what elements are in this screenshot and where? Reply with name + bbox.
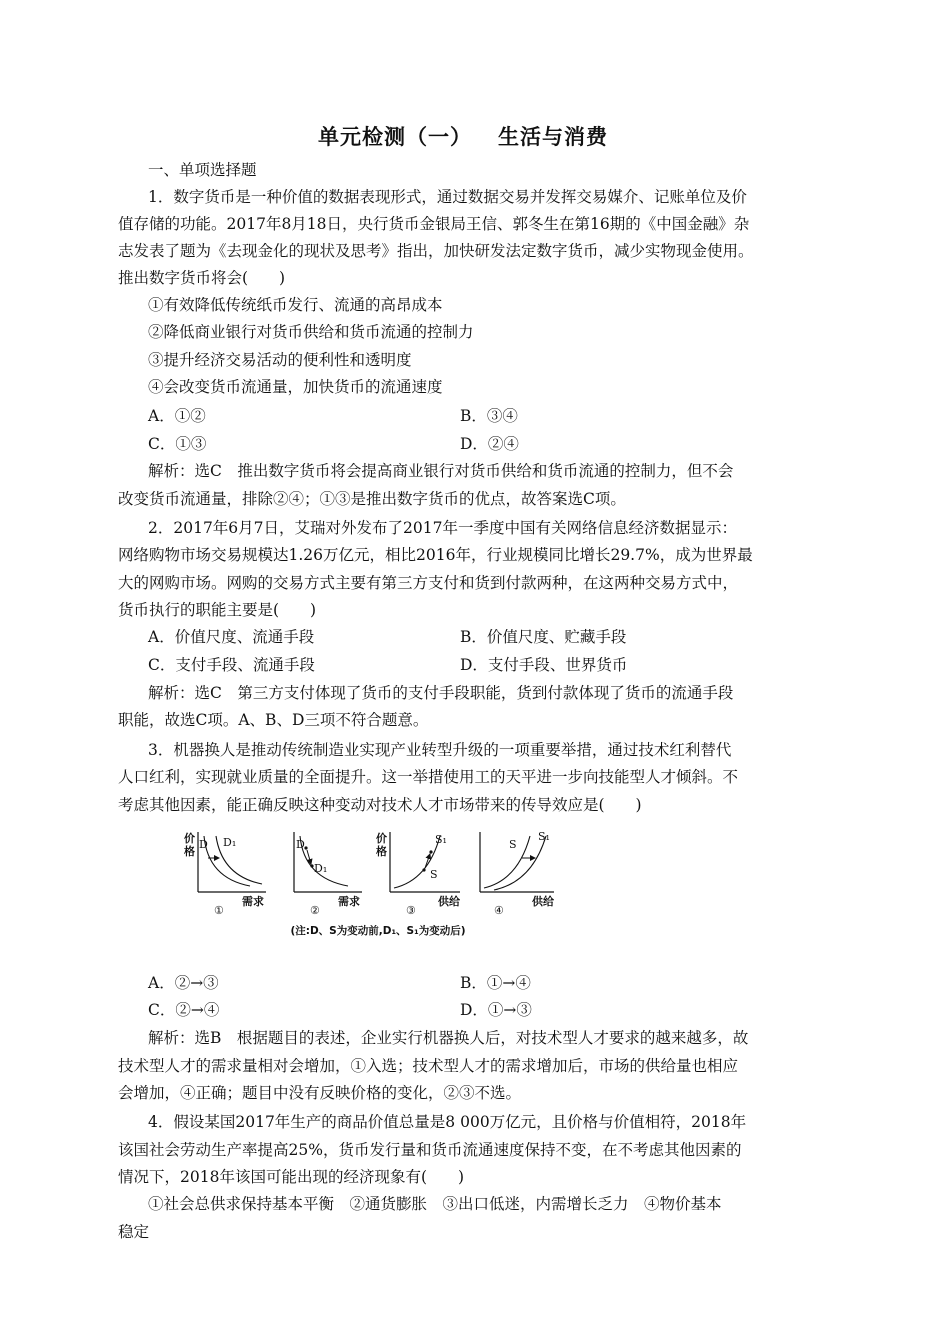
point — [429, 850, 432, 853]
curve-d — [300, 836, 348, 886]
q1-analysis-line: 解析：选C 推出数字货币将会提高商业银行对货币供给和货币流通的控制力，但不会 — [148, 462, 734, 480]
y-axis-label-top: 价 — [184, 832, 195, 845]
panel-number: ③ — [406, 904, 416, 917]
q2-option-c: C．支付手段、流通手段 — [148, 656, 315, 674]
q2-option-a: A．价值尺度、流通手段 — [148, 628, 315, 646]
q4-items-line: 稳定 — [118, 1223, 150, 1241]
q1-item: ③提升经济交易活动的便利性和透明度 — [148, 351, 412, 369]
section-heading: 一、单项选择题 — [148, 161, 257, 179]
q1-item: ②降低商业银行对货币供给和货币流通的控制力 — [148, 323, 474, 341]
curve-a-label: S — [509, 838, 517, 851]
q1-item: ④会改变货币流通量，加快货币的流通速度 — [148, 378, 443, 396]
x-axis-label: 需求 — [242, 895, 264, 908]
q3-option-d: D．①→③ — [460, 1001, 532, 1019]
x-axis-label: 需求 — [338, 895, 360, 908]
q1-option-b: B．③④ — [460, 407, 518, 425]
q2-analysis-line: 职能，故选C项。A、B、D三项不符合题意。 — [118, 711, 429, 729]
q1-option-d: D．②④ — [460, 435, 519, 453]
q3-analysis-line: 会增加，④正确；题目中没有反映价格的变化，②③不选。 — [118, 1084, 522, 1102]
q3-analysis-line: 技术型人才的需求量相对会增加，①入选；技术型人才的需求增加后，市场的供给量也相应 — [118, 1057, 739, 1075]
q3-analysis-line: 解析：选B 根据题目的表述，企业实行机器换人后，对技术型人才要求的越来越多，故 — [148, 1029, 749, 1047]
y-axis-label-bottom: 格 — [184, 845, 195, 858]
q3-option-a: A．②→③ — [148, 974, 219, 992]
q4-stem-line: 该国社会劳动生产率提高25%，货币发行量和货币流通速度保持不变，在不考虑其他因素的 — [118, 1141, 742, 1159]
curve-b-label: D₁ — [314, 862, 328, 875]
figure-note: (注:D、S为变动前,D₁、S₁为变动后) — [290, 925, 466, 937]
q3-stem-line: 人口红利，实现就业质量的全面提升。这一举措使用工的天平进一步向技能型人才倾斜。不 — [118, 768, 739, 786]
y-axis-label-top: 价 — [376, 832, 387, 845]
panel-1 — [184, 831, 266, 917]
panel-4 — [480, 830, 554, 917]
curve-a-label: D — [199, 838, 208, 851]
title-main: 单元检测（一） — [318, 125, 472, 149]
panel-number: ② — [310, 904, 320, 917]
curve-a-label: D — [296, 838, 305, 851]
point — [304, 846, 307, 849]
curve-a-label: S — [430, 868, 438, 881]
panel-number: ① — [214, 904, 224, 917]
x-axis-label: 供给 — [532, 895, 554, 908]
curve-b-label: S₁ — [435, 833, 447, 846]
q1-option-a: A．①② — [148, 407, 206, 425]
q2-stem-line: 货币执行的职能主要是( ) — [118, 601, 317, 619]
q2-option-d: D．支付手段、世界货币 — [460, 656, 628, 674]
q2-stem-line: 大的网购市场。网购的交易方式主要有第三方支付和货到付款两种，在这两种交易方式中， — [118, 574, 739, 592]
q2-analysis-line: 解析：选C 第三方支付体现了货币的支付手段职能，货到付款体现了货币的流通手段 — [148, 684, 734, 702]
curve-b-label: D₁ — [223, 836, 237, 849]
q2-stem-line: 网络购物市场交易规模达1.26万亿元，相比2016年，行业规模同比增长29.7%，成为世界最 — [118, 546, 753, 564]
curve-b-label: S₁ — [538, 830, 550, 843]
panel-number: ④ — [494, 904, 504, 917]
q1-stem-line: 值存储的功能。2017年8月18日，央行货币金银局王信、郭冬生在第16期的《中国金融》杂 — [118, 215, 750, 233]
q1-stem-line: 1．数字货币是一种价值的数据表现形式，通过数据交易并发挥交易媒介、记账单位及价 — [148, 188, 747, 206]
q1-stem-line: 推出数字货币将会( ) — [118, 269, 286, 287]
q1-stem-line: 志发表了题为《去现金化的现状及思考》指出，加快研发法定数字货币，减少实物现金使用。 — [118, 242, 754, 260]
q3-stem-line: 考虑其他因素，能正确反映这种变动对技术人才市场带来的传导效应是( ) — [118, 796, 642, 814]
q4-items-line: ①社会总供求保持基本平衡 ②通货膨胀 ③出口低迷，内需增长乏力 ④物价基本 — [148, 1195, 722, 1213]
q1-analysis-line: 改变货币流通量，排除②④；①③是推出数字货币的优点，故答案选C项。 — [118, 490, 626, 508]
q2-option-b: B．价值尺度、贮藏手段 — [460, 628, 627, 646]
q1-item: ①有效降低传统纸币发行、流通的高昂成本 — [148, 296, 443, 314]
panel-3 — [376, 831, 460, 917]
point — [422, 868, 425, 871]
q3-stem-line: 3．机器换人是推动传统制造业实现产业转型升级的一项重要举措，通过技术红利替代 — [148, 741, 732, 759]
q4-stem-line: 情况下，2018年该国可能出现的经济现象有( ) — [118, 1168, 465, 1186]
y-axis-label-bottom: 格 — [376, 845, 387, 858]
supply-demand-diagrams — [178, 828, 608, 940]
q3-figure — [178, 828, 608, 940]
page-title — [118, 121, 808, 151]
curve-s1 — [494, 836, 546, 890]
q2-stem-line: 2．2017年6月7日，艾瑞对外发布了2017年一季度中国有关网络信息经济数据显示： — [148, 519, 737, 537]
q4-stem-line: 4．假设某国2017年生产的商品价值总量是8 000万亿元，且价格与价值相符，2018年 — [148, 1113, 747, 1131]
x-axis-label: 供给 — [438, 895, 460, 908]
curve-s — [484, 836, 530, 888]
panel-2 — [294, 832, 362, 917]
q3-option-b: B．①→④ — [460, 974, 531, 992]
title-sub: 生活与消费 — [498, 125, 608, 149]
q3-option-c: C．②→④ — [148, 1001, 220, 1019]
q1-option-c: C．①③ — [148, 435, 207, 453]
